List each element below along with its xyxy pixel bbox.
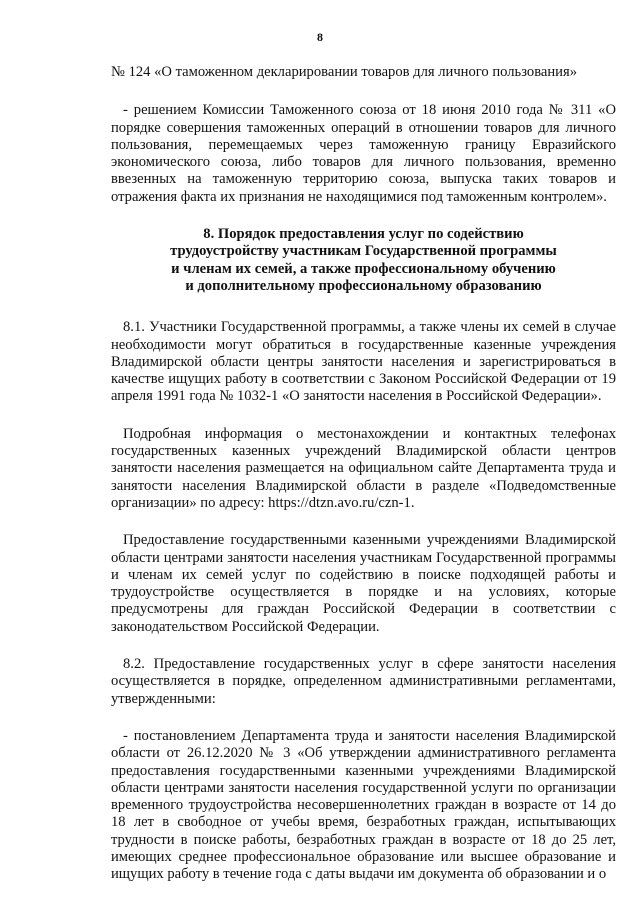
section-heading [111,226,616,295]
document-body [111,64,616,884]
paragraph-continuation: № 124 «О таможенном декларировании товаров для личного пользования» [111,64,577,80]
paragraph-contact-info: Подробная информация о местонахождении и контактных телефонах государственных казенных учреждений Владимирской области центров занятости населения размещается на официальном сайте Департамента труда и занятости населения Владимирской области в разделе «Подведомственные организации» по адресу: https://dtzn.avo.ru/czn-1. [111,425,616,511]
paragraph-customs-decision: - решением Комиссии Таможенного союза от 18 июня 2010 года № 311 «О порядке совершения таможенных операций в отношении товаров для личного пользования, перемещаемых через таможенную границу Евразийского экономического союза, либо товаров для личного пользования, временно ввезенных на таможенную территорию союза, выпуска таких товаров и отражения факта их признания не находящимися под таможенным контролем». [111,102,616,205]
paragraph-8-1: 8.1. Участники Государственной программы, а также члены их семей в случае необходимости могут обратиться в государственные казенные учреждения Владимирской области центры занятости населения и зарегистрироваться в качестве ищущих работу в соответствии с Законом Российской Федерации от 19 апреля 1991 года № 1032-1 «О занятости населения в Российской Федерации». [111,319,616,405]
section-heading-line: и членам их семей, а также профессиональному обучению [171,260,556,277]
paragraph-8-2: 8.2. Предоставление государственных услуг в сфере занятости населения осуществляется в порядке, определенном административными регламентами, утвержденными: [111,656,616,707]
page-number: 8 [317,30,323,44]
section-heading-line: и дополнительному профессиональному образованию [185,277,542,294]
section-heading-line: 8. Порядок предоставления услуг по содействию [203,226,524,243]
paragraph-resolution: - постановлением Департамента труда и занятости населения Владимирской области от 26.12.2020 № 3 «Об утверждении административного регламента предоставления государственными казенными учреждениями Владимирской области центрами занятости населения государственной услуги по организации временного трудоустройства несовершеннолетних граждан в возрасте от 14 до 18 лет в свободное от учебы время, безработных граждан, испытывающих трудности в поиске работы, безработных граждан в возрасте от 18 до 25 лет, имеющих среднее профессиональное образование или высшее образование и ищущих работу в течение года с даты выдачи им документа об образовании и о [111,727,616,883]
section-heading-line: трудоустройству участникам Государственной программы [170,243,557,260]
paragraph-services: Предоставление государственными казенными учреждениями Владимирской области центрами занятости населения участникам Государственной программы и членам их семей услуг по содействию в поиске подходящей работы и трудоустройстве осуществляется в порядке и на условиях, которые предусмотрены для граждан Российской Федерации в соответствии с законодательством Российской Федерации. [111,532,616,635]
